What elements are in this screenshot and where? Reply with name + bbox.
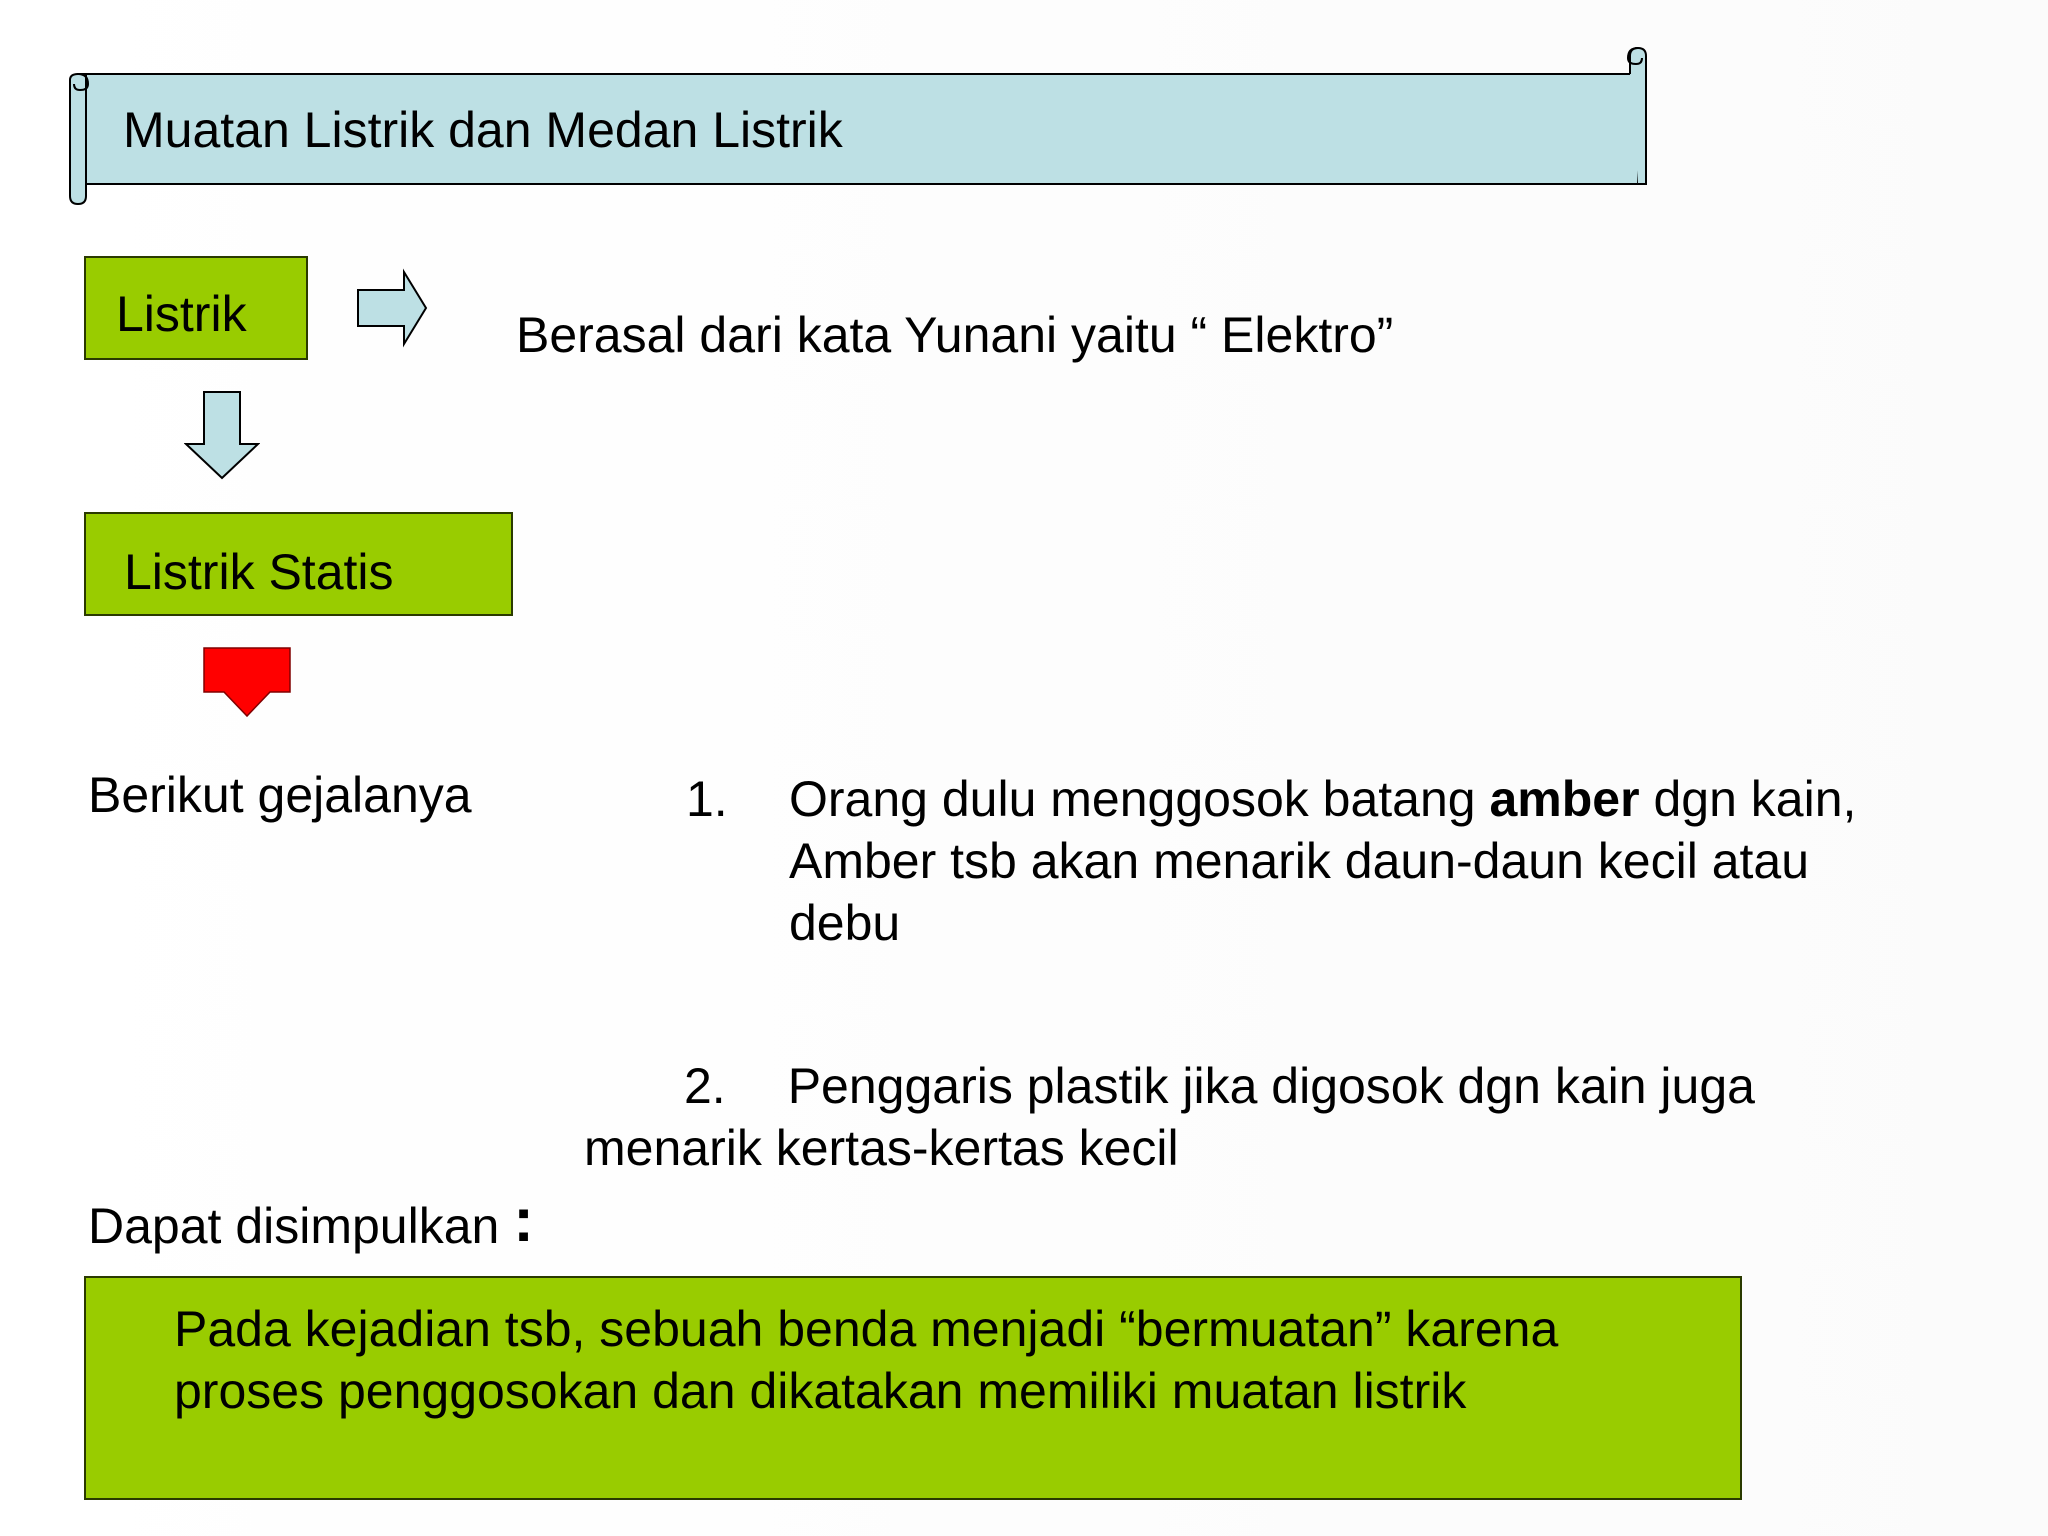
item-1-number: 1. — [686, 771, 728, 827]
listrik-box — [84, 256, 308, 360]
listrik-statis-box — [84, 512, 513, 616]
conclusion-heading — [88, 1186, 534, 1257]
conclusion-heading-text: Dapat disimpulkan — [88, 1198, 514, 1254]
item-1-text-start: Orang dulu menggosok batang — [789, 771, 1490, 827]
item-2-number: 2. — [684, 1058, 726, 1114]
item-2-text: Penggaris plastik jika digosok dgn kain juga menarik kertas-kertas kecil — [584, 1058, 1755, 1176]
amber-bold: amber — [1489, 771, 1640, 827]
listrik-box-label: Listrik — [116, 286, 247, 342]
red-down-arrow-icon — [202, 646, 292, 718]
item-1-text-end: dgn kain, Amber tsb akan menarik daun-daun kecil atau debu — [789, 771, 1857, 951]
right-arrow-icon — [356, 268, 430, 348]
conclusion-box — [84, 1276, 1742, 1500]
item-2 — [584, 1055, 1904, 1179]
listrik-statis-label: Listrik Statis — [124, 544, 394, 600]
item-1-text — [789, 768, 1929, 954]
down-arrow-icon — [184, 390, 260, 480]
slide-title: Muatan Listrik dan Medan Listrik — [123, 102, 843, 158]
conclusion-colon: : — [513, 1186, 534, 1255]
conclusion-text: Pada kejadian tsb, sebuah benda menjadi “bermuatan” karena proses penggosokan dan dikatakan memiliki muatan listrik — [174, 1301, 1559, 1419]
symptoms-heading: Berikut gejalanya — [88, 767, 472, 823]
origin-text: Berasal dari kata Yunani yaitu “ Elektro” — [516, 307, 1394, 363]
